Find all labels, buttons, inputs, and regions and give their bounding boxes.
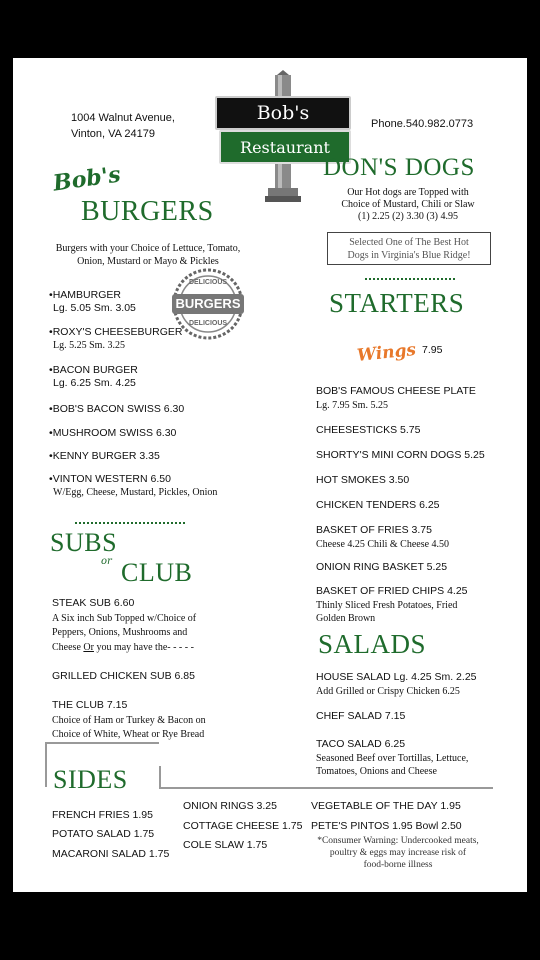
address-line1: 1004 Walnut Avenue, [71,112,175,124]
dogs-desc-1: Our Hot dogs are Topped with [347,187,469,198]
house-salad: HOUSE SALAD Lg. 4.25 Sm. 2.25 [316,671,477,683]
burger-detail: Lg. 5.25 Sm. 3.25 [53,340,125,351]
burger-item: •VINTON WESTERN 6.50 W/Egg, Cheese, Mustard, Pickles, Onion [49,473,228,499]
sign-top-text: Bob's [256,102,310,124]
sides-rule [159,787,493,789]
vegetable-of-the-day: VEGETABLE OF THE DAY 1.95 [311,800,461,812]
award-line-1: Selected One of The Best Hot [349,237,469,248]
award-line-2: Dogs in Virginia's Blue Ridge! [347,250,471,261]
chicken-tenders: CHICKEN TENDERS 6.25 [316,499,440,511]
side-item: POTATO SALAD 1.75 [52,828,155,840]
burger-name: MUSHROOM SWISS 6.30 [52,427,177,439]
subs-title: SUBS [50,528,118,557]
chips-desc-1: Thinly Sliced Fresh Potatoes, Fried [316,600,458,611]
phone-number: Phone.540.982.0773 [371,118,474,130]
burgers-title: BURGERS [81,196,214,227]
badge-top-text: DELICIOUS [188,279,228,286]
burger-item: •BACON BURGER Lg. 6.25 Sm. 4.25 [49,364,138,389]
hot-smokes: HOT SMOKES 3.50 [316,474,410,486]
burger-item: •HAMBURGER Lg. 5.05 Sm. 3.05 [49,289,136,314]
side-item: ONION RINGS 3.25 [183,800,277,812]
the-club: THE CLUB 7.15 [52,699,128,711]
side-item: COLE SLAW 1.75 [183,839,268,851]
sign-top-plate [215,96,351,130]
dogs-desc-2: Choice of Mustard, Chili or Slaw [341,199,475,210]
steak-sub-desc-2: Peppers, Onions, Mushrooms and [52,627,188,638]
burger-detail: W/Egg, Cheese, Mustard, Pickles, Onion [53,487,218,498]
burgers-title-script: Bob's [51,161,123,197]
dogs-title: DON'S DOGS [323,154,475,181]
burger-detail: Lg. 6.25 Sm. 4.25 [53,377,136,389]
chips-desc-2: Golden Brown [316,613,376,624]
fried-chips: BASKET OF FRIED CHIPS 4.25 [316,585,468,597]
burger-name: BACON BURGER [52,364,138,376]
taco-desc-1: Seasoned Beef over Tortillas, Lettuce, [316,753,469,764]
burger-item: •ROXY'S CHEESEBURGER Lg. 5.25 Sm. 3.25 [49,326,183,351]
taco-desc-2: Tomatoes, Onions and Cheese [316,766,437,777]
dogs-prices: (1) 2.25 (2) 3.30 (3) 4.95 [358,211,458,222]
basket-of-fries: BASKET OF FRIES 3.75 [316,524,432,536]
salads-title: SALADS [318,629,427,659]
cheese-plate-price: Lg. 7.95 Sm. 5.25 [316,400,388,411]
taco-salad: TACO SALAD 6.25 [316,738,406,750]
section-divider [365,278,455,280]
wings-label: Wings [356,339,417,367]
onion-ring-basket: ONION RING BASKET 5.25 [316,561,448,573]
burger-name: BOB'S BACON SWISS 6.30 [52,403,185,415]
burger-item: •MUSHROOM SWISS 6.30 [49,427,177,439]
club-desc-2: Choice of White, Wheat or Rye Bread [52,729,205,740]
sign-bottom-text: Restaurant [240,137,330,157]
badge-bottom-text: DELICIOUS [188,320,228,327]
burger-name: ROXY'S CHEESEBURGER [52,326,183,338]
cheese-plate: BOB'S FAMOUS CHEESE PLATE [316,385,476,397]
side-item: FRENCH FRIES 1.95 [52,809,153,821]
badge-mid-text: BURGERS [175,296,241,311]
steak-sub-desc-3: Cheese Or you may have the- - - - - [52,642,194,653]
sides-title: SIDES [53,765,128,794]
side-item: COTTAGE CHEESE 1.75 [183,820,303,832]
side-item: MACARONI SALAD 1.75 [52,848,170,860]
starters-title: STARTERS [329,288,465,318]
steak-sub-desc-1: A Six inch Sub Topped w/Choice of [52,613,197,624]
wings-price: 7.95 [422,344,443,356]
consumer-warning: *Consumer Warning: Undercooked meats, poultry & eggs may increase risk of food-borne illness [317,836,479,870]
burger-item: •KENNY BURGER 3.35 [49,450,160,462]
menu-page [13,58,527,892]
sides-frame-corner [159,766,161,788]
burger-item: •BOB'S BACON SWISS 6.30 [49,403,185,415]
chef-salad: CHEF SALAD 7.15 [316,710,406,722]
house-salad-detail: Add Grilled or Crispy Chicken 6.25 [316,686,460,697]
burgers-intro: Burgers with your Choice of Lettuce, Tomato, Onion, Mustard or Mayo & Pickles [55,243,241,267]
subs-or: or [101,556,112,567]
mini-corn-dogs: SHORTY'S MINI CORN DOGS 5.25 [316,449,485,461]
grilled-chicken-sub: GRILLED CHICKEN SUB 6.85 [52,670,195,682]
street-sign-logo [213,70,353,204]
steak-sub: STEAK SUB 6.60 [52,597,135,609]
section-divider [75,522,185,524]
club-desc-1: Choice of Ham or Turkey & Bacon on [52,715,206,726]
cheesesticks: CHEESESTICKS 5.75 [316,424,421,436]
burger-detail: Lg. 5.05 Sm. 3.05 [53,302,136,314]
fries-detail: Cheese 4.25 Chili & Cheese 4.50 [316,539,450,550]
award-box [327,232,491,265]
address-line2: Vinton, VA 24179 [71,128,155,140]
address [71,110,175,142]
petes-pintos: PETE'S PINTOS 1.95 Bowl 2.50 [311,820,462,832]
burger-name: KENNY BURGER 3.35 [52,450,160,462]
burger-name: VINTON WESTERN 6.50 [52,473,171,485]
burger-name: HAMBURGER [52,289,121,301]
club-title: CLUB [121,558,193,587]
